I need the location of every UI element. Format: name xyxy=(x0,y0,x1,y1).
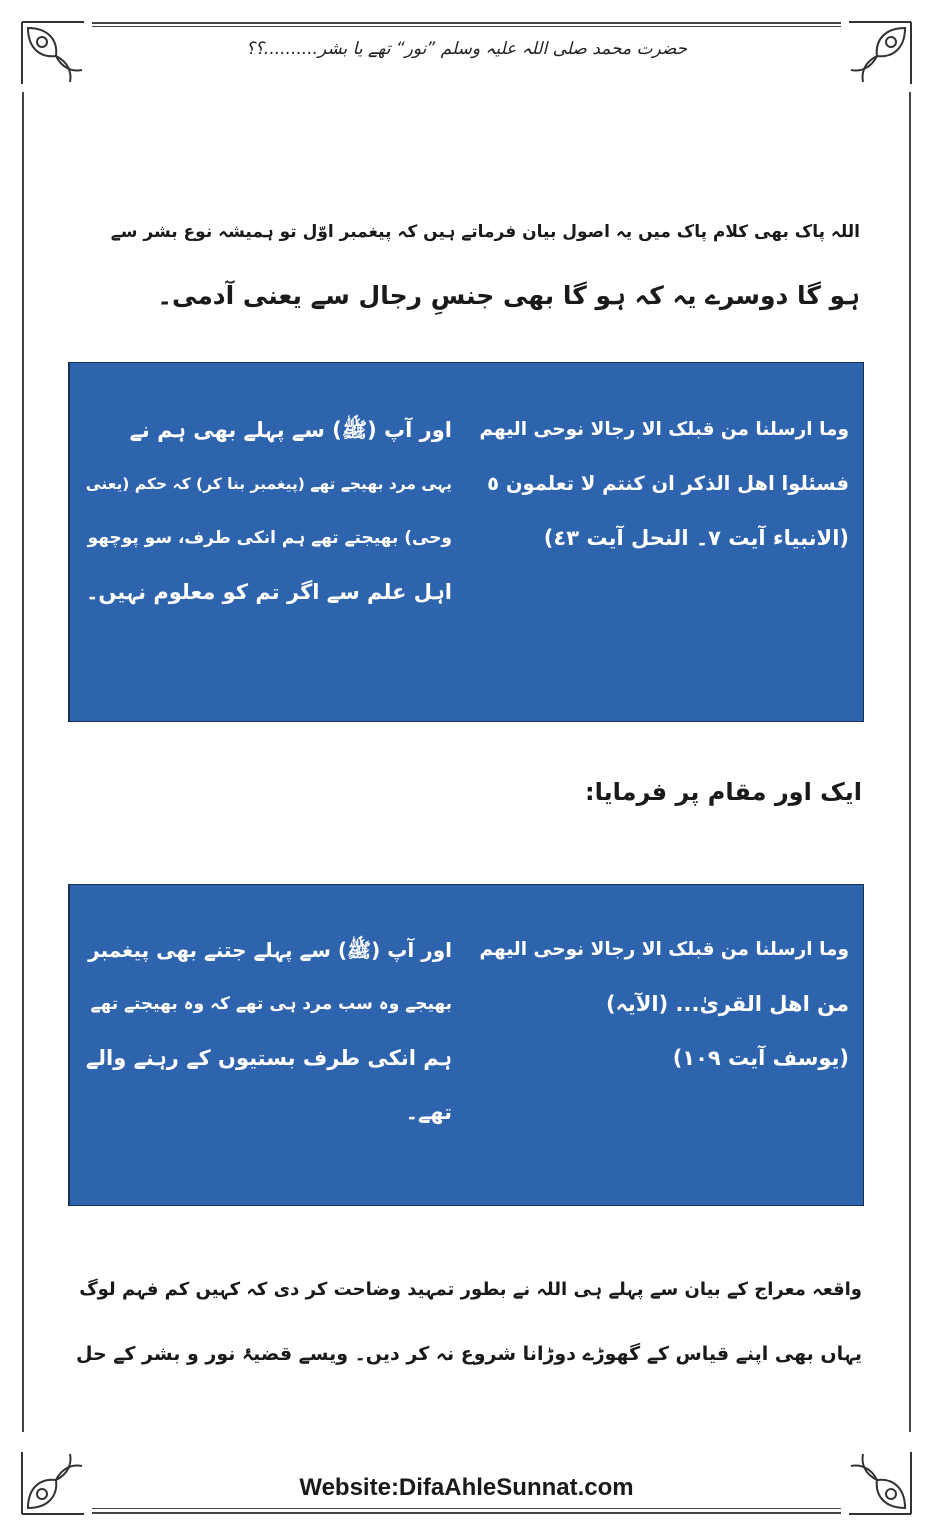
quote-box-1 xyxy=(68,362,864,722)
urdu-line: اور آپ (ﷺ) سے پہلے بھی ہم نے xyxy=(129,418,452,442)
page-title: حضرت محمد صلی اللہ علیہ وسلم ”نور“ تھے یا بشر..........؟؟ xyxy=(245,39,688,59)
closing-line: واقعہ معراج کے بیان سے پہلے ہی اللہ نے بطور تمہید وضاحت کر دی کہ کہیں کم فہم لوگ xyxy=(79,1279,862,1300)
arabic-line: وما ارسلنا من قبلک الا رجالا نوحی الیھم xyxy=(479,419,849,440)
frame-left-line xyxy=(22,92,24,1432)
arabic-verse xyxy=(480,403,849,565)
urdu-line: تھے۔ xyxy=(405,1100,452,1124)
arabic-line: (الانبیاء آیت ٧۔ النحل آیت ٤٣) xyxy=(543,526,849,550)
website-footer: Website:DifaAhleSunnat.com xyxy=(299,1474,634,1501)
arabic-line: فسئلوا اھل الذکر ان کنتم لا تعلمون ٥ xyxy=(487,472,849,495)
quote-box-2 xyxy=(68,884,864,1206)
urdu-line: بھیجے وہ سب مرد ہی تھے کہ وہ بھیجتے تھے xyxy=(90,994,452,1014)
urdu-line: اہل علم سے اگر تم کو معلوم نہیں۔ xyxy=(86,580,452,604)
frame-bottom-inner-line xyxy=(92,1508,841,1509)
arabic-verse xyxy=(480,923,849,1085)
arabic-line: (یوسف آیت ١٠٩) xyxy=(672,1046,849,1070)
urdu-translation xyxy=(84,923,452,1139)
urdu-line: وحی) بھیجتے تھے ہم انکی طرف، سو پوچھو xyxy=(87,528,452,548)
arabic-line: وما ارسلنا من قبلک الا رجالا نوحی الیھم xyxy=(479,939,849,960)
intro-line: اللہ پاک بھی کلام پاک میں یہ اصول بیان فرماتے ہیں کہ پیغمبر اوّل تو ہمیشہ نوع بشر سے xyxy=(110,222,860,242)
subheading: ایک اور مقام پر فرمایا: xyxy=(584,778,862,806)
urdu-line: اور آپ (ﷺ) سے پہلے جتنے بھی پیغمبر xyxy=(88,938,452,962)
floral-corner-ornament-icon xyxy=(845,18,915,88)
urdu-line: ہم انکی طرف بستیوں کے رہنے والے xyxy=(85,1046,452,1070)
quote-box-2-arabic-column xyxy=(466,885,863,1205)
frame-right-line xyxy=(909,92,911,1432)
frame-top-line xyxy=(92,22,841,24)
quote-box-1-urdu-column xyxy=(69,363,466,721)
floral-corner-ornament-icon xyxy=(18,18,88,88)
closing-line: یہاں بھی اپنے قیاس کے گھوڑے دوڑانا شروع نہ کر دیں۔ ویسے قضیۂ نور و بشر کے حل xyxy=(75,1343,862,1365)
intro-paragraph xyxy=(100,200,860,328)
closing-paragraph xyxy=(72,1258,862,1386)
frame-top-inner-line xyxy=(92,26,841,27)
quote-box-1-arabic-column xyxy=(466,363,863,721)
urdu-translation xyxy=(84,403,452,619)
quote-box-2-urdu-column xyxy=(69,885,466,1205)
urdu-line: یہی مرد بھیجے تھے (پیغمبر بنا کر) کہ حکم (یعنی xyxy=(85,475,452,493)
frame-bottom-line xyxy=(92,1512,841,1514)
arabic-line: من اھل القریٰ... (الآیہ) xyxy=(606,992,849,1016)
intro-line: ہو گا دوسرے یہ کہ ہو گا بھی جنسِ رجال سے یعنی آدمی۔ xyxy=(157,281,860,310)
